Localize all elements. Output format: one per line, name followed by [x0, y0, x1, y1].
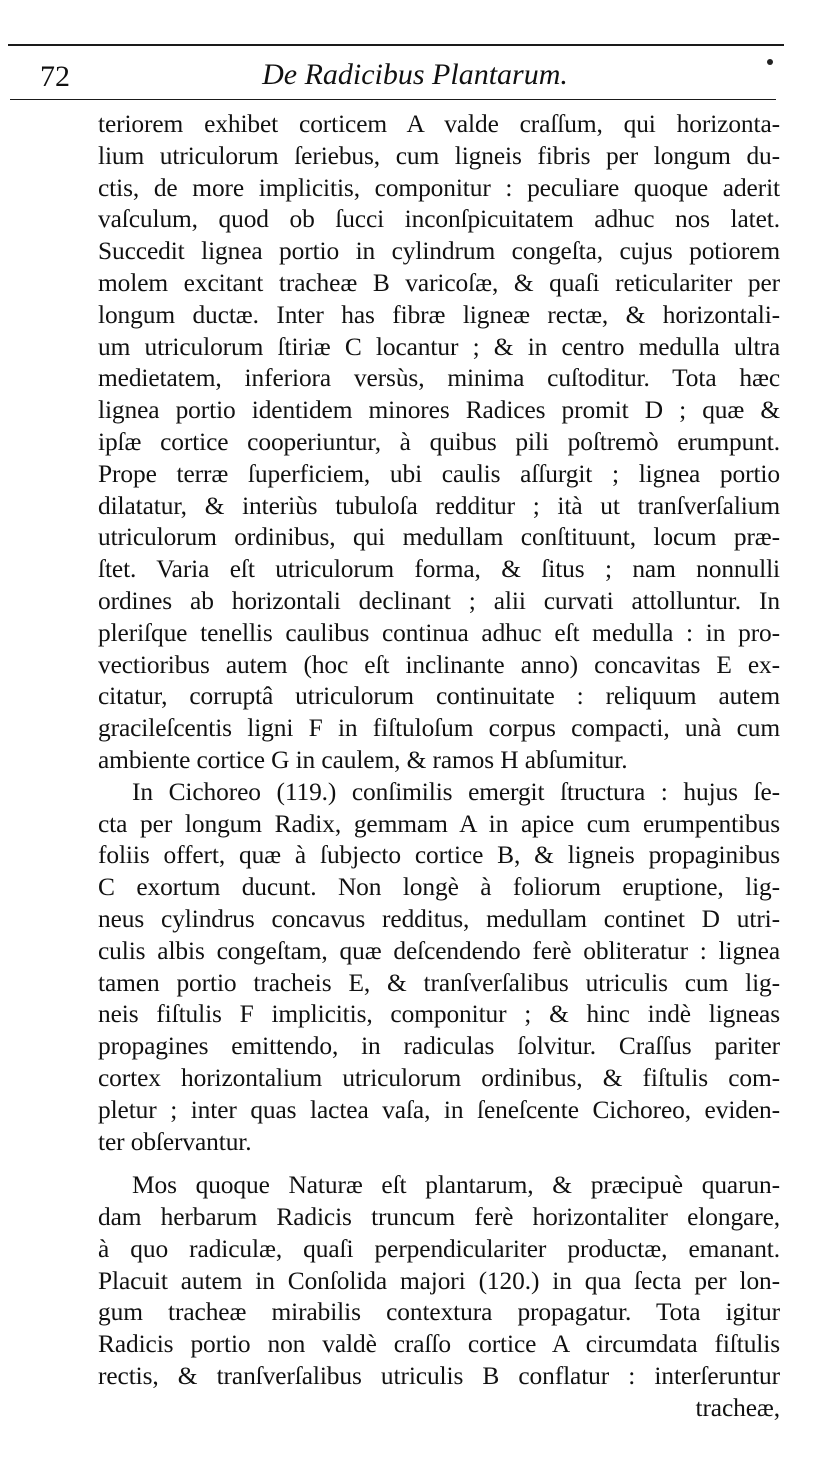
text-line: teriorem exhibet corticem A valde craſſum, qui horizonta-: [98, 110, 780, 138]
text-line: In Cichoreo (119.) conſimilis emergit ſtructura : hujus ſe-: [132, 777, 780, 806]
text-line: dam herbarum Radicis truncum ferè horizontaliter elongare,: [98, 1203, 780, 1232]
text-line: vectioribus autem (hoc eſt inclinante anno) concavitas E ex-: [98, 650, 780, 679]
text-line: neus cylindrus concavus redditus, medullam continet D utri-: [98, 904, 780, 933]
text-line: ipſæ cortice cooperiuntur, à quibus pili poſtremò erumpunt.: [98, 427, 780, 456]
text-line: tracheæ,: [695, 1393, 780, 1422]
text-line: rectis, & tranſverſalibus utriculis B conflatur : interſeruntur: [98, 1362, 780, 1391]
header-bottom-rule: [10, 99, 776, 100]
text-line: culis albis congeſtam, quæ deſcendendo ferè obliteratur : lignea: [98, 936, 780, 965]
text-line: longum ductæ. Inter has fibræ ligneæ rectæ, & horizontali-: [98, 300, 780, 329]
page-number: 72: [40, 60, 70, 93]
text-line: Prope terræ ſuperficiem, ubi caulis aſſurgit ; lignea portio: [98, 459, 780, 488]
text-line: citatur, corruptâ utriculorum continuitate : reliquum autem: [98, 682, 780, 711]
text-line: foliis offert, quæ à ſubjecto cortice B, & ligneis propaginibus: [98, 841, 780, 870]
text-line: pletur ; inter quas lactea vaſa, in ſeneſcente Cichoreo, eviden-: [98, 1095, 780, 1124]
text-line: medietatem, inferiora versùs, minima cuſtoditur. Tota hæc: [98, 364, 780, 393]
text-line: ordines ab horizontali declinant ; alii curvati attolluntur. In: [98, 586, 780, 615]
text-line: Succedit lignea portio in cylindrum congeſta, cujus potiorem: [98, 237, 780, 266]
text-line: dilatatur, & interiùs tubuloſa redditur ; ità ut tranſverſalium: [98, 491, 780, 520]
text-line: lium utriculorum ſeriebus, cum ligneis fibris per longum du-: [98, 141, 780, 170]
ink-speck: [767, 59, 773, 65]
text-line: pleriſque tenellis caulibus continua adhuc eſt medulla : in pro-: [98, 618, 780, 647]
text-line: cortex horizontalium utriculorum ordinibus, & fiſtulis com-: [98, 1063, 780, 1092]
text-line: neis fiſtulis F implicitis, componitur ; & hinc indè ligneas: [98, 1000, 780, 1029]
header-top-rule: [8, 44, 784, 46]
text-line: tamen portio tracheis E, & tranſverſalibus utriculis cum lig-: [98, 968, 780, 997]
text-line: cta per longum Radix, gemmam A in apice cum erumpentibus: [98, 809, 780, 838]
text-line: ter obſervantur.: [98, 1127, 252, 1156]
text-line: Radicis portio non valdè craſſo cortice A circumdata fiſtulis: [98, 1330, 780, 1359]
text-line: Placuit autem in Conſolida majori (120.) in qua ſecta per lon-: [98, 1266, 780, 1295]
paragraph-gap: [98, 1158, 780, 1170]
text-line: gracileſcentis ligni F in fiſtuloſum corpus compacti, unà cum: [98, 714, 780, 743]
text-line: à quo radiculæ, quaſi perpendiculariter productæ, emanant.: [98, 1234, 780, 1263]
text-line: propagines emittendo, in radiculas ſolvitur. Craſſus pariter: [98, 1032, 780, 1061]
text-line: Mos quoque Naturæ eſt plantarum, & præcipuè quarun-: [132, 1171, 780, 1200]
text-line: vaſculum, quod ob ſucci inconſpicuitatem adhuc nos latet.: [98, 205, 780, 234]
text-line: lignea portio identidem minores Radices promit D ; quæ &: [98, 396, 780, 425]
text-line: ctis, de more implicitis, componitur : peculiare quoque aderit: [98, 173, 780, 202]
text-line: um utriculorum ſtiriæ C locantur ; & in centro medulla ultra: [98, 332, 780, 361]
text-line: gum tracheæ mirabilis contextura propagatur. Tota igitur: [98, 1298, 780, 1327]
text-line: ambiente cortice G in caulem, & ramos H abſumitur.: [98, 745, 628, 774]
text-line: C exortum ducunt. Non longè à foliorum eruptione, lig-: [98, 873, 780, 902]
body-text: [98, 109, 780, 1425]
text-line: utriculorum ordinibus, qui medullam conſtituunt, locum præ-: [98, 523, 780, 552]
running-title: De Radicibus Plantarum.: [262, 58, 568, 91]
text-line: ſtet. Varia eſt utriculorum forma, & ſitus ; nam nonnulli: [98, 555, 780, 584]
text-line: molem excitant tracheæ B varicoſæ, & quaſi reticulariter per: [98, 268, 780, 297]
